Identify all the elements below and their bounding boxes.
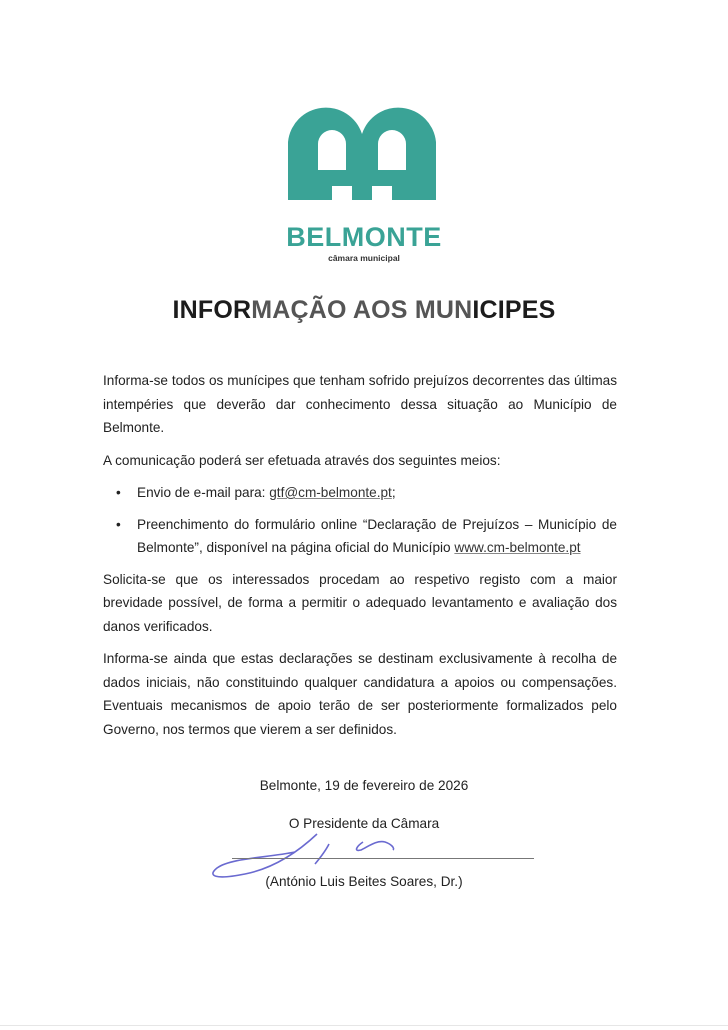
paragraph-disclaimer: Informa-se ainda que estas declarações se destinam exclusivamente à recolha de dados iniciais, não constituindo qualquer candidatura a apoios ou compensações. Eventuais mecanismos de apoio terão de ser posteriormente formalizados pelo Governo, nos termos que vierem a ser definidos.	[103, 651, 617, 737]
list-item-suffix: ;	[391, 485, 396, 500]
list-item-text: Envio de e-mail para:	[137, 485, 270, 500]
bullet-icon: •	[116, 485, 121, 500]
signatory-role: O Presidente da Câmara	[288, 816, 440, 831]
list-item-text: Preenchimento do formulário online “Declaração de Prejuízos – Município de Belmonte”, disponível na página oficial do Município	[137, 516, 617, 555]
list-item-form	[116, 513, 617, 560]
notice-body	[103, 369, 617, 750]
signatory-name: (António Luis Beites Soares, Dr.)	[265, 874, 463, 889]
paragraph-means: A comunicação poderá ser efetuada através dos seguintes meios:	[103, 452, 501, 468]
title-segment: MAÇÃO AOS	[251, 296, 415, 324]
paragraph-request: Solicita-se que os interessados procedam ao respetivo registo com a maior brevidade possível, de forma a permitir o adequado levantamento e avaliação dos danos verificados.	[103, 571, 617, 634]
bullet-icon: •	[116, 516, 121, 532]
page-title	[0, 296, 728, 325]
belmonte-m-logo-icon	[288, 104, 436, 200]
means-list	[103, 481, 617, 560]
title-segment: MUN	[414, 296, 473, 324]
list-item-email	[116, 481, 617, 505]
website-link[interactable]: www.cm-belmonte.pt	[454, 540, 581, 555]
title-segment: ICIPES	[472, 296, 556, 324]
email-link[interactable]: gtf@cm-belmonte.pt	[269, 485, 392, 500]
paragraph-intro: Informa-se todos os munícipes que tenham sofrido prejuízos decorrentes das últimas intempéries que deverão dar conhecimento dessa situação ao Município de Belmonte.	[103, 373, 617, 435]
logo-wordmark: BELMONTE	[286, 222, 442, 252]
page-edge-divider	[0, 1025, 728, 1026]
title-segment: INFOR	[172, 296, 252, 324]
logo-subtitle: câmara municipal	[328, 253, 400, 263]
signature-line	[232, 858, 534, 859]
place-date: Belmonte, 19 de fevereiro de 2026	[259, 778, 469, 793]
